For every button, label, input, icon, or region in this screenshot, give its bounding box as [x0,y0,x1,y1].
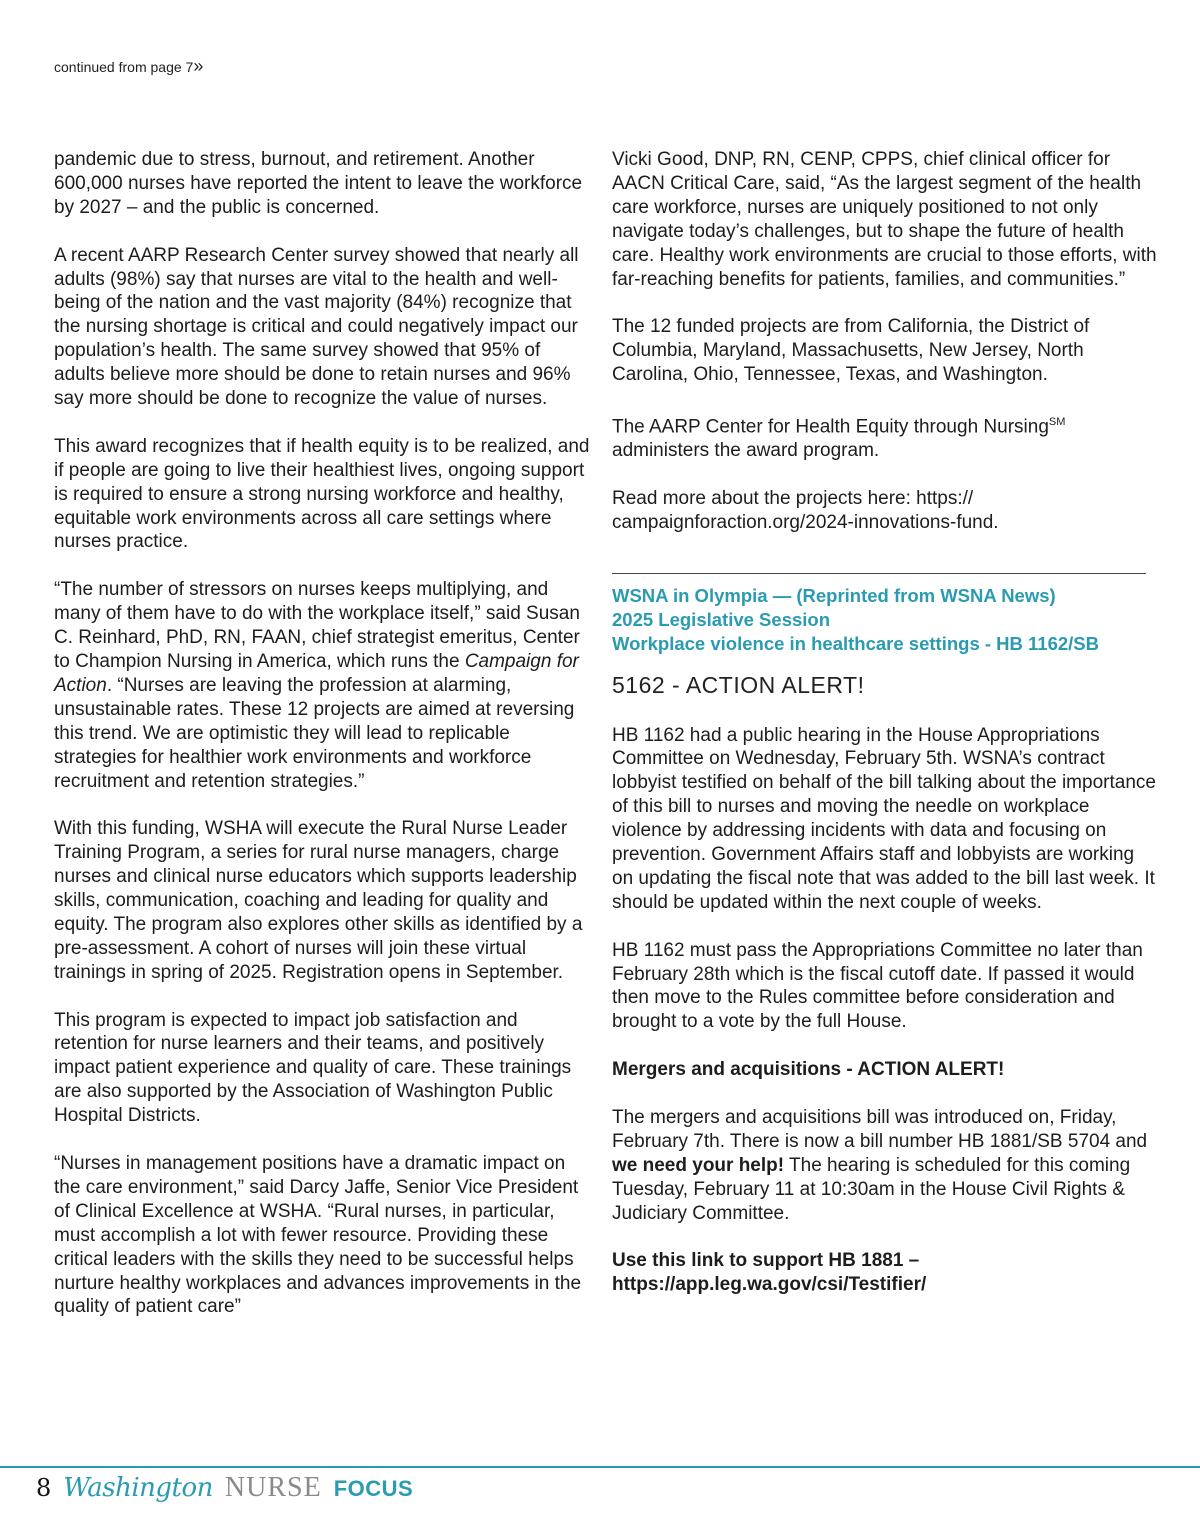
continued-arrow-icon: » [193,56,204,76]
paragraph: This award recognizes that if health equity is to be realized, and if people are going to live their healthiest lives, ongoing support is required to ensure a strong nursing workforce and healthy, equitable work environments across all care settings where nurses practice. [54,435,590,553]
paragraph [612,1106,1157,1226]
support-link-label: Use this link to support HB 1881 – [612,1250,920,1272]
logo-nurse: NURSE [224,1472,322,1503]
right-column [612,148,1157,1321]
paragraph: A recent AARP Research Center survey showed that nearly all adults (98%) say that nurses are vital to the health and well-being of the nation and the vast majority (84%) recognize that the nursing shortage is critical and could negatively impact our population’s health. The same survey showed that 95% of adults believe more should be done to retain nurses and 96% say more should be done to recognize the value of nurses. [54,244,579,410]
service-mark: SM [1048,415,1066,428]
continued-text: continued from page 7 [54,59,194,75]
section-heading-line: Workplace violence in healthcare settings - HB 1162/SB [612,632,1100,654]
logo-focus: FOCUS [333,1476,414,1501]
campaign-name: Campaign for Action [54,650,579,696]
mergers-heading: Mergers and acquisitions - ACTION ALERT! [612,1059,1005,1081]
paragraph [612,411,1157,463]
footer [36,1472,413,1508]
text: The mergers and acquisitions bill was introduced on, Friday, February 7th. There is now a bill number HB 1881/SB 5704 and [612,1106,1148,1152]
text: administers the award program. [612,440,880,462]
support-link-url[interactable]: https://app.leg.wa.gov/csi/Testifier/ [612,1274,927,1296]
reinhard-quote [54,578,594,793]
paragraph: The 12 funded projects are from California, the District of Columbia, Maryland, Massachusetts, New Jersey, North Carolina, Ohio, Tennessee, Texas, and Washington. [612,316,1090,386]
continued-note [54,56,203,77]
text: The AARP Center for Health Equity through Nursing [612,416,1049,438]
paragraph: pandemic due to stress, burnout, and retirement. Another 600,000 nurses have reported the intent to leave the workforce by 2027 – and the public is concerned. [54,149,583,218]
quote-text: “The number of stressors on nurses keeps multiplying, and many of them have to do with the workplace itself,” said Susan C. Reinhard, PhD, RN, FAAN, chief strategist emeritus, Center to Champion Nursing in America, which runs the [54,579,580,672]
jaffe-quote: “Nurses in management positions have a dramatic impact on the care environment,” said Darcy Jaffe, Senior Vice President of Clinical Excellence at WSHA. “Rural nurses, in particular, must accomplish a lot with fewer resource. Providing these critical leaders with the skills they need to be successful helps nurture healthy workplaces and advances improvements in the quality of patient care” [54,1152,582,1318]
footer-rule [0,1466,1200,1468]
logo-washington: Washington [63,1473,213,1503]
action-alert-title: 5162 - ACTION ALERT! [612,671,865,698]
left-column [54,148,594,1343]
section-divider [612,573,1146,574]
good-quote: Vicki Good, DNP, RN, CENP, CPPS, chief clinical officer for AACN Critical Care, said, “As the largest segment of the health care workforce, nurses are uniquely positioned to not only navigate today’s challenges, but to shape the future of health care. Healthy work environments are crucial to those efforts, with far-reaching benefits for patients, families, and communities.” [612,149,1157,290]
paragraph: With this funding, WSHA will execute the Rural Nurse Leader Training Program, a series for rural nurse managers, charge nurses and clinical nurse educators which supports leadership skills, communication, coaching and leading for quality and equity. The program also explores other skills as identified by a pre-assessment. A cohort of nurses will join these virtual trainings in spring of 2025. Registration opens in September. [54,818,583,983]
section-heading [612,584,1157,656]
quote-text: . “Nurses are leaving the profession at alarming, unsustainable rates. These 12 projects are aimed at reversing this trend. We are optimistic they will lead to replicable strategies for healthier work environments and workforce recruitment and retention strategies.” [54,674,575,792]
paragraph: HB 1162 must pass the Appropriations Committee no later than February 28th which is the fiscal cutoff date. If passed it would then move to the Rules committee before consideration and brought to a vote by the full House. [612,939,1143,1033]
help-emphasis: we need your help! [612,1154,785,1176]
paragraph: This program is expected to impact job satisfaction and retention for nurse learners and their teams, and positively impact patient experience and quality of care. These trainings are also supported by the Association of Washington Public Hospital Districts. [54,1009,572,1127]
paragraph: HB 1162 had a public hearing in the House Appropriations Committee on Wednesday, February 5th. WSNA’s contract lobbyist testified on behalf of the bill talking about the importance of this bill to nurses and moving the needle on workplace violence by addressing incidents with data and focusing on prevention. Government Affairs staff and lobbyists are working on updating the fiscal note that was added to the bill last week. It should be updated within the next couple of weeks. [612,724,1156,913]
section-heading-line: 2025 Legislative Session [612,608,831,630]
support-link-block [612,1249,1157,1297]
text: The hearing is scheduled for this coming Tuesday, February 11 at 10:30am in the House Civil Rights & Judiciary Committee. [612,1154,1131,1224]
page-number: 8 [36,1474,52,1502]
section-heading-line: WSNA in Olympia — (Reprinted from WSNA News) [612,584,1056,606]
projects-link-paragraph: Read more about the projects here: https:// campaignforaction.org/2024-innovations-fund. [612,487,999,533]
